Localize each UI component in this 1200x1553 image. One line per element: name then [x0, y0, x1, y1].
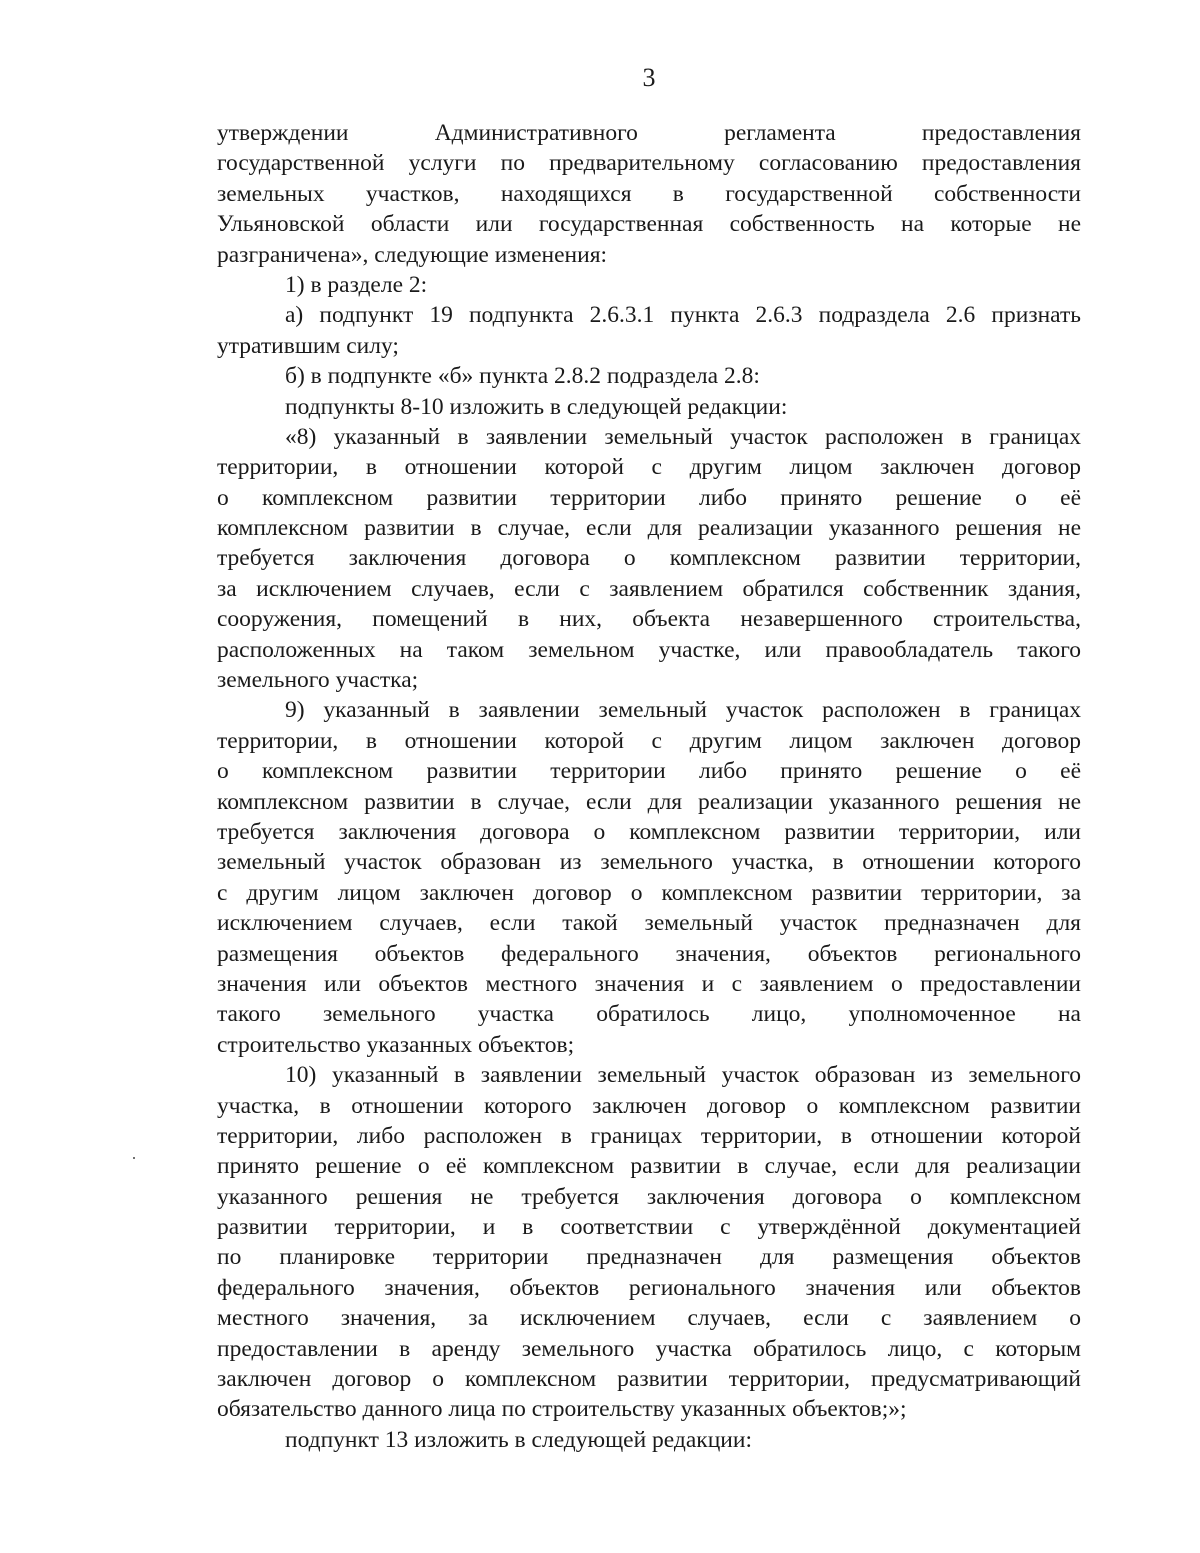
text-line: земельных участков, находящихся в государственной собственности — [217, 180, 1081, 207]
text-line: «8) указанный в заявлении земельный участок расположен в границах — [285, 423, 1081, 450]
text-line: сооружения, помещений в них, объекта незавершенного строительства, — [217, 606, 1081, 633]
text-line: 1) в разделе 2: — [285, 271, 428, 298]
text-line: требуется заключения договора о комплексном развитии территории, — [217, 545, 1081, 572]
text-line: принято решение о её комплексном развитии в случае, если для реализации — [217, 1153, 1081, 1180]
text-line: указанного решения не требуется заключения договора о комплексном — [217, 1183, 1081, 1210]
text-line: территории, в отношении которой с другим лицом заключен договор — [217, 454, 1081, 481]
text-line: о комплексном развитии территории либо принято решение о её — [217, 484, 1081, 511]
text-line: с другим лицом заключен договор о комплексном развитии территории, за — [217, 879, 1081, 906]
text-line: Ульяновской области или государственная собственность на которые не — [217, 211, 1081, 238]
text-line: 9) указанный в заявлении земельный участок расположен в границах — [285, 697, 1081, 724]
text-line: федерального значения, объектов регионального значения или объектов — [217, 1274, 1081, 1301]
text-line: территории, либо расположен в границах территории, в отношении которой — [217, 1122, 1081, 1149]
text-line: б) в подпункте «б» пункта 2.8.2 подраздела 2.8: — [285, 363, 760, 390]
text-line: государственной услуги по предварительному согласованию предоставления — [217, 150, 1081, 177]
text-line: заключен договор о комплексном развитии территории, предусматривающий — [217, 1366, 1081, 1393]
text-line: строительство указанных объектов; — [217, 1031, 575, 1058]
text-line: о комплексном развитии территории либо принято решение о её — [217, 758, 1081, 785]
text-line: размещения объектов федерального значения, объектов регионального — [217, 940, 1081, 967]
text-line: разграничена», следующие изменения: — [217, 241, 608, 268]
text-line: исключением случаев, если такой земельный участок предназначен для — [217, 910, 1081, 937]
text-line: расположенных на таком земельном участке, или правообладатель такого — [217, 636, 1081, 663]
text-line: значения или объектов местного значения и с заявлением о предоставлении — [217, 970, 1081, 997]
text-line: утверждении Административного регламента предоставления — [217, 120, 1081, 146]
text-line: участка, в отношении которого заключен договор о комплексном развитии — [217, 1092, 1081, 1119]
scan-speck — [133, 1157, 135, 1159]
text-line: обязательство данного лица по строительству указанных объектов;»; — [217, 1396, 907, 1423]
text-line: земельный участок образован из земельного участка, в отношении которого — [217, 849, 1081, 876]
text-line: земельного участка; — [217, 667, 419, 694]
text-line: за исключением случаев, если с заявлением обратился собственник здания, — [217, 575, 1081, 602]
document-body — [217, 118, 1081, 1455]
text-line: утратившим силу; — [217, 332, 399, 359]
page-number: 3 — [642, 63, 656, 92]
text-line: предоставлении в аренду земельного участка обратилось лицо, с которым — [217, 1335, 1081, 1362]
text-line: комплексном развитии в случае, если для реализации указанного решения не — [217, 788, 1081, 815]
text-line: подпункт 13 изложить в следующей редакции: — [285, 1426, 752, 1453]
text-line: территории, в отношении которой с другим лицом заключен договор — [217, 727, 1081, 754]
text-line: а) подпункт 19 подпункта 2.6.3.1 пункта 2.6.3 подраздела 2.6 признать — [285, 302, 1081, 329]
text-line: такого земельного участка обратилось лицо, уполномоченное на — [217, 1001, 1081, 1028]
text-line: требуется заключения договора о комплексном развитии территории, или — [217, 818, 1081, 845]
text-line: подпункты 8-10 изложить в следующей редакции: — [285, 393, 788, 420]
text-line: по планировке территории предназначен для размещения объектов — [217, 1244, 1081, 1271]
text-line: 10) указанный в заявлении земельный участок образован из земельного — [285, 1062, 1081, 1089]
text-line: комплексном развитии в случае, если для реализации указанного решения не — [217, 515, 1081, 542]
text-line: местного значения, за исключением случаев, если с заявлением о — [217, 1305, 1081, 1332]
text-line: развитии территории, и в соответствии с утверждённой документацией — [217, 1214, 1081, 1241]
